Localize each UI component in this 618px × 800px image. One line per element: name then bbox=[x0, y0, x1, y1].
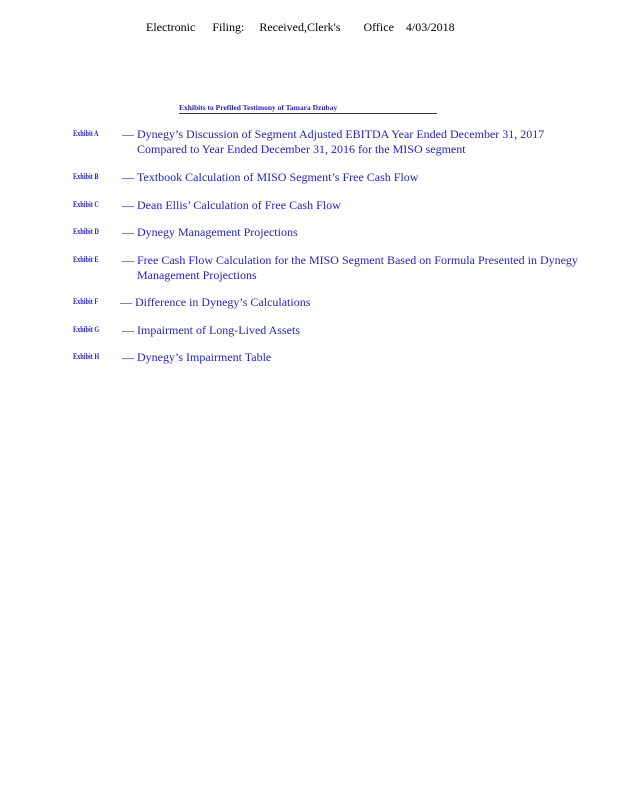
exhibit-description: Dynegy’s Discussion of Segment Adjusted EBITDA Year Ended December 31, 2017 Compared to Year Ended December 31, 2016 for the MISO segment bbox=[137, 127, 545, 156]
exhibit-dash: — bbox=[122, 127, 134, 141]
exhibit-label: Exhibit H bbox=[73, 352, 100, 361]
page-title: Exhibits to Prefiled Testimony of Tamara Dzubay bbox=[179, 103, 437, 114]
exhibit-label: Exhibit D bbox=[73, 227, 99, 236]
exhibit-label: Exhibit E bbox=[73, 255, 99, 264]
exhibit-dash: — bbox=[120, 295, 132, 309]
exhibit-dash: — bbox=[122, 323, 134, 337]
header-received: Received,Clerk's bbox=[259, 20, 341, 34]
header-date: 4/03/2018 bbox=[405, 20, 455, 34]
exhibit-description: Difference in Dynegy’s Calculations bbox=[135, 295, 311, 309]
filing-header bbox=[146, 20, 455, 35]
header-electronic: Electronic bbox=[146, 20, 196, 34]
exhibit-description: Impairment of Long-Lived Assets bbox=[137, 323, 300, 337]
exhibit-dash: — bbox=[122, 170, 134, 184]
exhibit-label: Exhibit A bbox=[73, 129, 99, 138]
exhibit-description: Free Cash Flow Calculation for the MISO Segment Based on Formula Presented in Dynegy Management Projections bbox=[137, 253, 578, 282]
exhibit-label: Exhibit G bbox=[73, 325, 100, 334]
exhibit-dash: — bbox=[122, 350, 134, 364]
exhibit-label: Exhibit F bbox=[73, 297, 99, 306]
exhibit-dash: — bbox=[122, 225, 134, 239]
exhibit-dash: — bbox=[122, 198, 134, 212]
exhibit-label: Exhibit C bbox=[73, 200, 99, 209]
exhibit-description: Dynegy Management Projections bbox=[137, 225, 298, 239]
exhibit-dash: — bbox=[122, 253, 134, 267]
exhibit-description: Textbook Calculation of MISO Segment’s Free Cash Flow bbox=[137, 170, 419, 184]
exhibit-label: Exhibit B bbox=[73, 172, 99, 181]
exhibit-description: Dynegy’s Impairment Table bbox=[137, 350, 272, 364]
header-office: Office bbox=[363, 20, 394, 34]
exhibit-description: Dean Ellis’ Calculation of Free Cash Flow bbox=[137, 198, 341, 212]
header-filing: Filing: bbox=[212, 20, 245, 34]
